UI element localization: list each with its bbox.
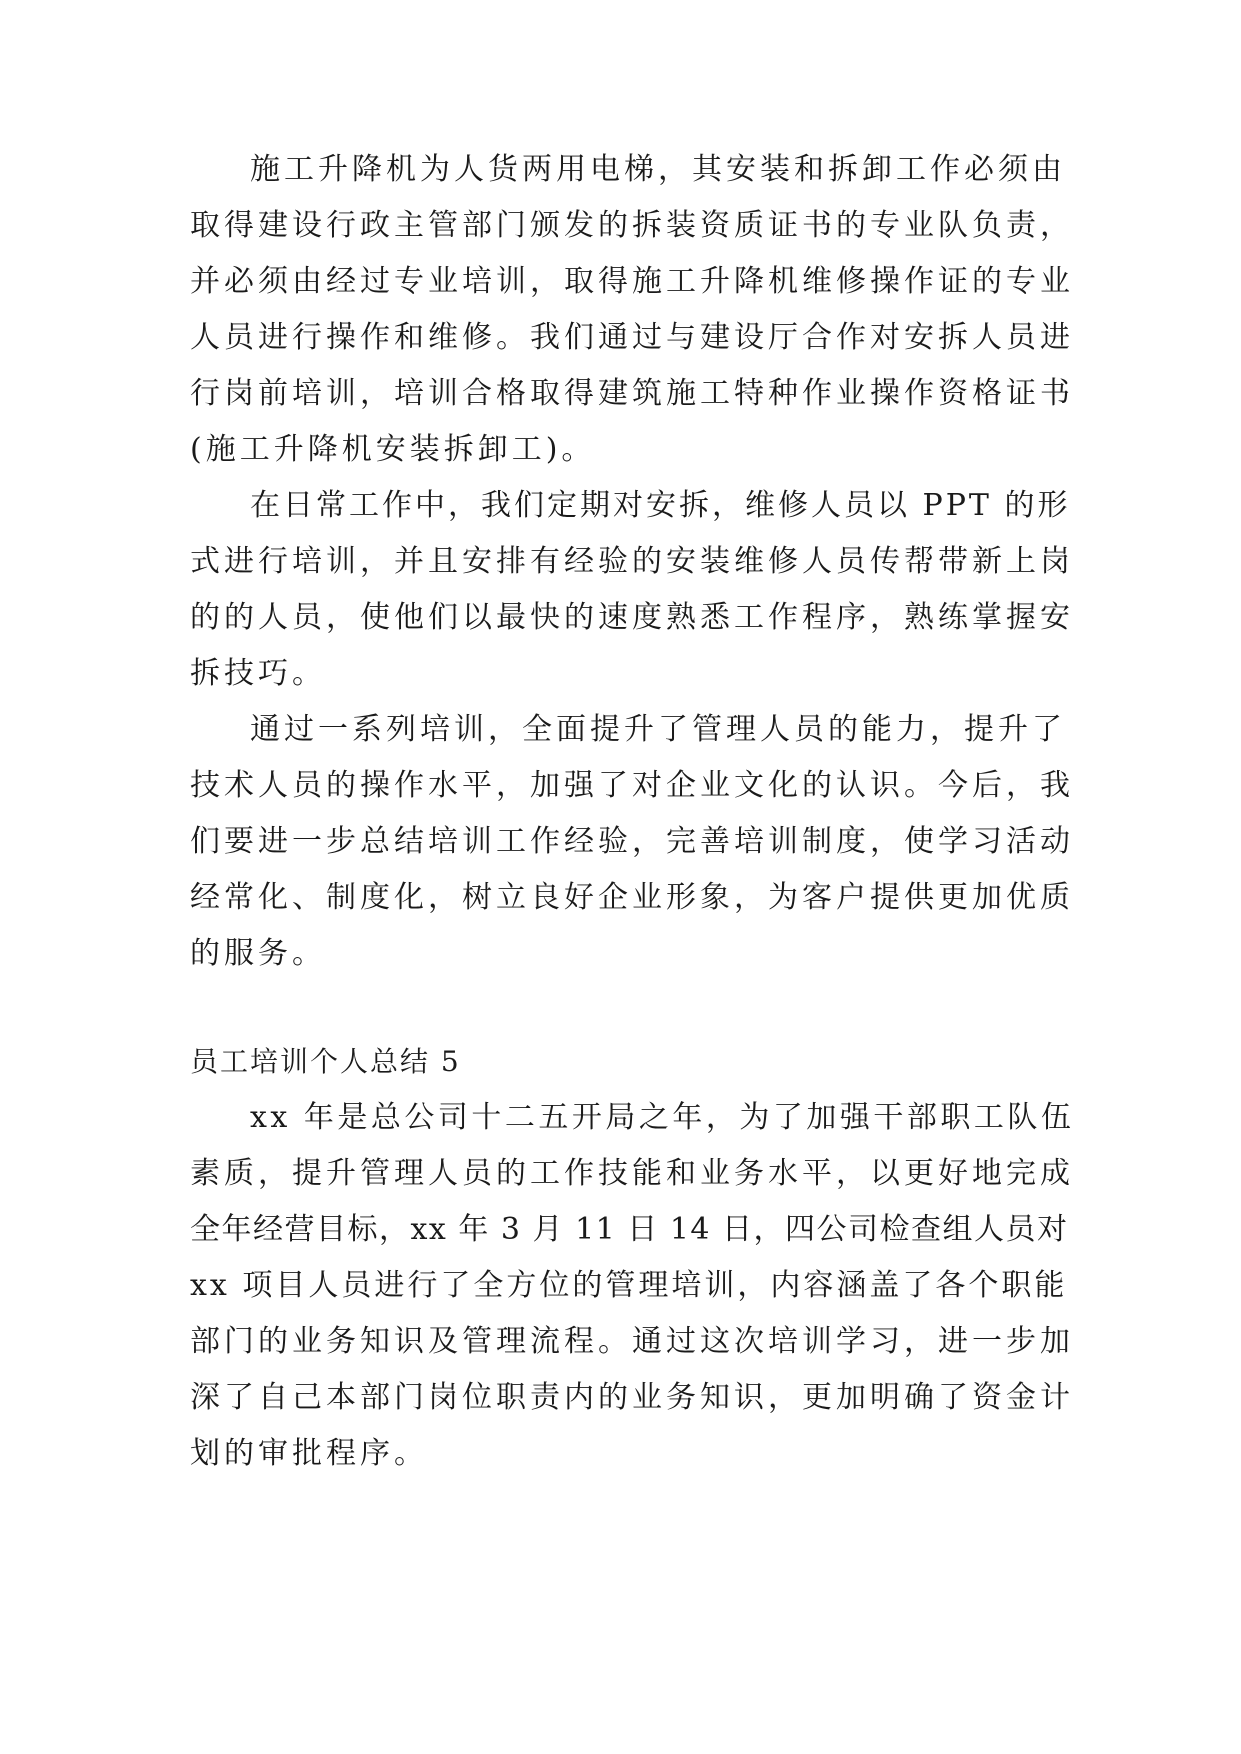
paragraph-line: 经常化、制度化，树立良好企业形象，为客户提供更加优质 bbox=[190, 880, 1074, 915]
paragraph-line: (施工升降机安装拆卸工)。 bbox=[190, 432, 596, 467]
paragraph-line: 式进行培训，并且安排有经验的安装维修人员传帮带新上岗 bbox=[190, 544, 1074, 579]
paragraph-line: xx 项目人员进行了全方位的管理培训，内容涵盖了各个职能 bbox=[190, 1268, 1068, 1303]
paragraph-line: 在日常工作中，我们定期对安拆，维修人员以 PPT 的形 bbox=[250, 488, 1071, 523]
paragraph-line: 并必须由经过专业培训，取得施工升降机维修操作证的专业 bbox=[190, 264, 1074, 299]
paragraph-line: 取得建设行政主管部门颁发的拆装资质证书的专业队负责， bbox=[190, 208, 1074, 243]
paragraph-line: 人员进行操作和维修。我们通过与建设厅合作对安拆人员进 bbox=[190, 320, 1074, 355]
paragraph-line: 的的人员，使他们以最快的速度熟悉工作程序，熟练掌握安 bbox=[190, 600, 1074, 635]
paragraph-line: xx 年是总公司十二五开局之年，为了加强干部职工队伍 bbox=[250, 1100, 1075, 1135]
paragraph-line: 部门的业务知识及管理流程。通过这次培训学习，进一步加 bbox=[190, 1324, 1074, 1359]
paragraph-line: 全年经营目标，xx 年 3 月 11 日 14 日，四公司检查组人员对 bbox=[190, 1212, 1069, 1247]
paragraph-line: 通过一系列培训，全面提升了管理人员的能力，提升了 bbox=[250, 712, 1066, 747]
paragraph-line: 施工升降机为人货两用电梯，其安装和拆卸工作必须由 bbox=[250, 152, 1066, 187]
paragraph-line: 的服务。 bbox=[190, 936, 326, 971]
paragraph-line: 划的审批程序。 bbox=[190, 1436, 428, 1471]
paragraph-line: 拆技巧。 bbox=[190, 656, 326, 691]
paragraph-line: 行岗前培训，培训合格取得建筑施工特种作业操作资格证书 bbox=[190, 376, 1074, 411]
paragraph-line: 技术人员的操作水平，加强了对企业文化的认识。今后，我 bbox=[190, 768, 1074, 803]
paragraph-line: 们要进一步总结培训工作经验，完善培训制度，使学习活动 bbox=[190, 824, 1074, 859]
paragraph-line: 素质，提升管理人员的工作技能和业务水平，以更好地完成 bbox=[190, 1156, 1074, 1191]
paragraph-line: 深了自己本部门岗位职责内的业务知识，更加明确了资金计 bbox=[190, 1380, 1074, 1415]
section-title: 员工培训个人总结 5 bbox=[190, 1045, 461, 1078]
